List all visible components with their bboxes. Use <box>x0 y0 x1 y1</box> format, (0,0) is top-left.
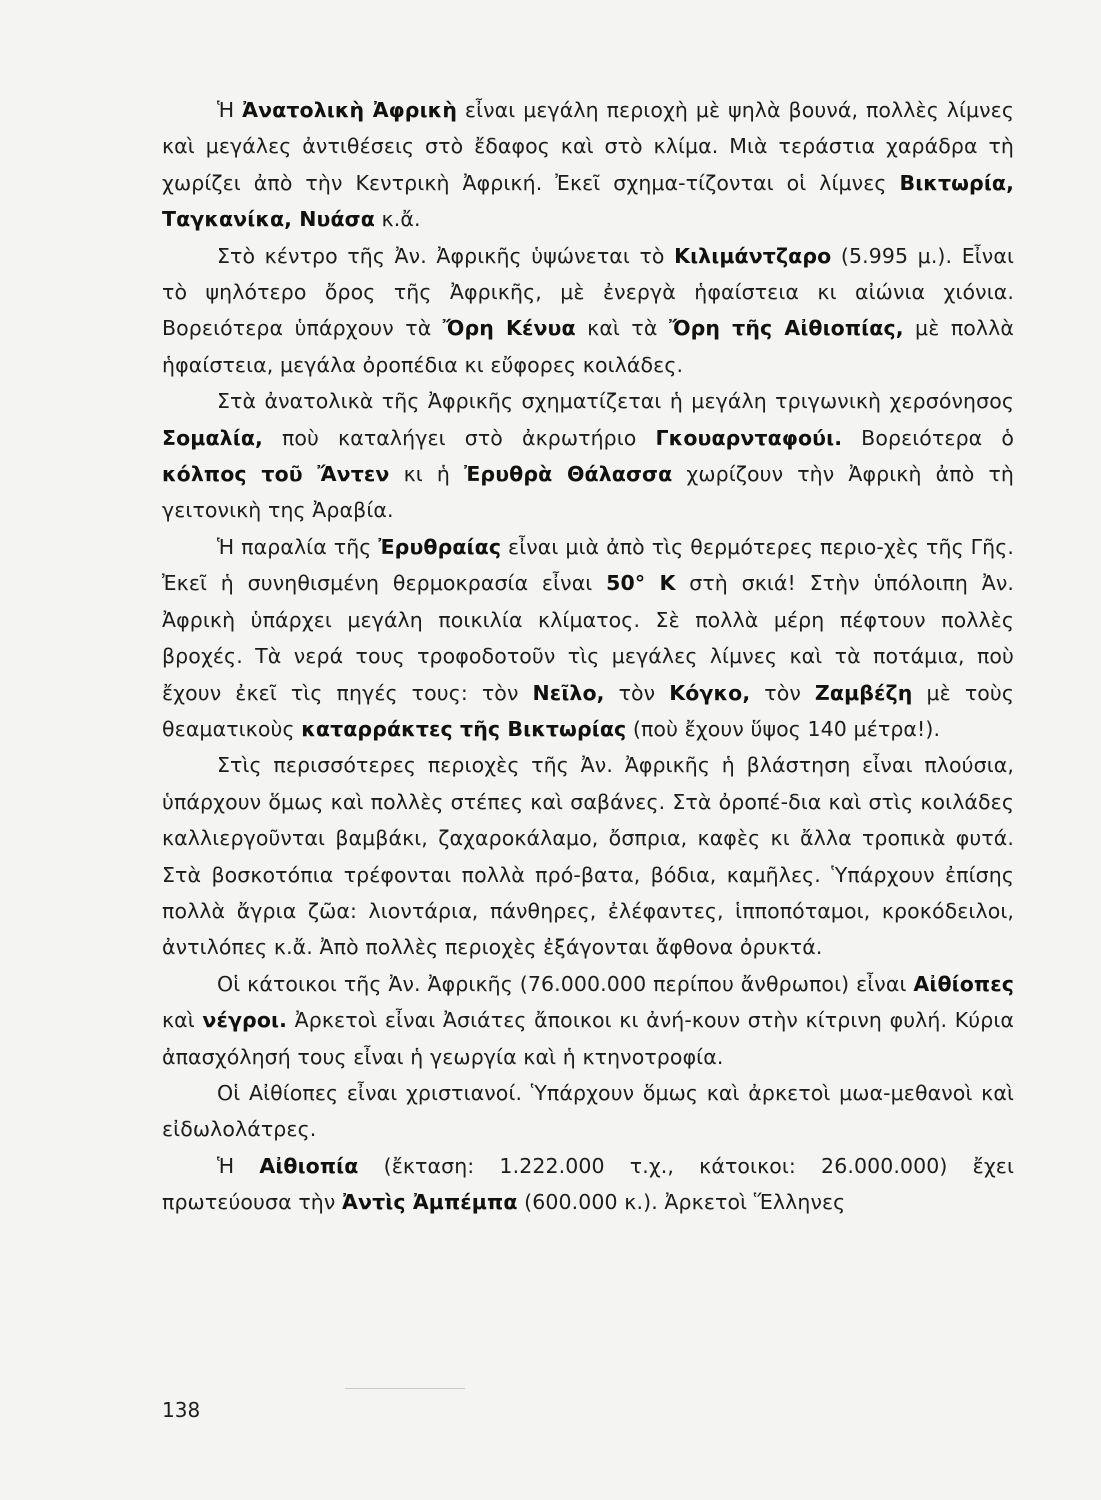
bold-term: νέγροι. <box>202 1008 287 1033</box>
bold-term: Βικτωρία, Ταγκανίκα, Νυάσα <box>162 170 1014 232</box>
text-run: εἶναι μιὰ ἀπὸ τὶς θερμότερες περιο-χὲς τῆς Γῆς. Ἐκεῖ ἡ συνηθισμένη θερμοκρασία εἶναι <box>162 534 1015 596</box>
text-run: τὸν <box>750 680 815 705</box>
text-run: (ποὺ ἔχουν ὕψος 140 μέτρα!). <box>626 716 941 741</box>
text-run: Στὸ κέντρο τῆς Ἀν. Ἀφρικῆς ὑψώνεται τὸ <box>217 243 675 268</box>
text-run: τὸν <box>604 680 670 705</box>
bold-term: 50° Κ <box>606 571 676 596</box>
bold-term: Σομαλία, <box>162 425 263 450</box>
text-run: Οἱ Αἰθίοπες εἶναι χριστιανοί. Ὑπάρχουν ὅμως καὶ ἀρκετοὶ μωα-μεθανοὶ καὶ εἰδωλολάτρες. <box>162 1080 1014 1142</box>
text-run: κι ἡ <box>389 462 465 487</box>
text-run: καὶ τὰ <box>575 316 669 341</box>
page-number: 138 <box>162 1398 201 1422</box>
bold-term: Κόγκο, <box>669 680 751 705</box>
bold-term: κόλπος τοῦ Ἄντεν <box>162 462 390 487</box>
paragraph-ethiopia <box>162 1148 1014 1221</box>
bold-term: Γκουαρνταφούι. <box>655 425 843 450</box>
bold-term: Ὄρη τῆς Αἰθιοπίας, <box>668 316 904 341</box>
paragraph-vegetation <box>162 747 1014 965</box>
text-run: (ἔκταση: 1.222.000 τ.χ., κάτοικοι: 26.000.000) ἔχει πρωτεύουσα τὴν <box>162 1153 1015 1215</box>
text-run: Ἡ <box>217 1153 260 1178</box>
paragraph-climate <box>162 529 1014 747</box>
text-run: εἶναι μεγάλη περιοχὴ μὲ ψηλὰ βουνά, πολλὲς λίμνες καὶ μεγάλες ἀντιθέσεις στὸ ἔδαφος καὶ στὸ κλίμα. Μιὰ τεράστια χαράδρα τὴ χωρίζει ἀπὸ τὴν Κεντρικὴ Ἀφρική. Ἐκεῖ σχημα-τίζονται οἱ λίμνες <box>162 98 1014 195</box>
text-run: Στὰ ἀνατολικὰ τῆς Ἀφρικῆς σχηματίζεται ἡ μεγάλη τριγωνικὴ χερσόνησος <box>217 389 1014 414</box>
text-run: Ἡ παραλία τῆς <box>217 534 379 559</box>
text-run: χωρίζουν τὴν Ἀφρικὴ ἀπὸ τὴ γειτονικὴ της Ἀραβία. <box>162 462 1014 523</box>
bold-term: Ἐρυθρὰ Θάλασσα <box>464 462 673 487</box>
bold-term: Ζαμβέζη <box>814 680 913 705</box>
bold-term: Ἀνατολικὴ Ἀφρικὴ <box>242 98 458 122</box>
text-run: Βορειότερα ὁ <box>842 425 1014 450</box>
bold-term: Νεῖλο, <box>532 680 605 705</box>
text-run: κ.ἄ. <box>374 207 421 232</box>
text-run: μὲ πολλὰ ἡφαίστεια, μεγάλα ὀροπέδια κι εὔφορες κοιλάδες. <box>162 316 1014 377</box>
bold-term: καταρράκτες τῆς Βικτωρίας <box>301 716 627 741</box>
paragraph-inhabitants <box>162 966 1014 1075</box>
paragraph-kilimanjaro <box>162 238 1014 384</box>
bold-term: Κιλιμάντζαρο <box>674 243 832 268</box>
bold-term: Αἰθίοπες <box>913 971 1014 996</box>
footer-rule <box>345 1388 465 1389</box>
body-text <box>162 92 1014 1221</box>
text-run: μὲ τοὺς θεαματικοὺς <box>162 680 1015 741</box>
text-run: (5.995 μ.). Εἶναι τὸ ψηλότερο ὄρος τῆς Ἀφρικῆς, μὲ ἐνεργὰ ἡφαίστεια κι αἰώνια χιόνια. Βορειότερα ὑπάρχουν τὰ <box>162 243 1014 341</box>
paragraph-religion <box>162 1075 1014 1148</box>
text-run: ποὺ καταλήγει στὸ ἀκρωτήριο <box>262 425 656 450</box>
paragraph-somalia <box>162 383 1014 529</box>
text-run: Οἱ κάτοικοι τῆς Ἀν. Ἀφρικῆς (76.000.000 περίπου ἄνθρωποι) εἶναι <box>217 971 914 996</box>
paragraph-east-africa-intro <box>162 92 1014 238</box>
text-run: στὴ σκιά! Στὴν ὑπόλοιπη Ἀν. Ἀφρικὴ ὑπάρχει μεγάλη ποικιλία κλίματος. Σὲ πολλὰ μέρη πέφτουν πολλὲς βροχές. Τὰ νερά τους τροφοδοτοῦν τὶς μεγάλες λίμνες καὶ τὰ ποτάμια, ποὺ ἔχουν ἐκεῖ τὶς πηγές τους: τὸν <box>162 571 1014 705</box>
text-run: Ἀρκετοὶ εἶναι Ἀσιάτες ἄποικοι κι ἀνή-κουν στὴν κίτρινη φυλή. Κύρια ἀπασχόλησή τους εἶναι ἡ γεωργία καὶ ἡ κτηνοτροφία. <box>162 1008 1014 1069</box>
bold-term: Αἰθιοπία <box>259 1153 359 1178</box>
bold-term: Ὄρη Κένυα <box>442 316 576 341</box>
text-run: (600.000 κ.). Ἀρκετοὶ Ἕλληνες <box>517 1190 846 1215</box>
bold-term: Ἀντὶς Ἀμπέμπα <box>342 1190 518 1215</box>
text-run: καὶ <box>162 1008 203 1033</box>
bold-term: Ἐρυθραίας <box>378 534 502 559</box>
text-run: Ἡ <box>217 98 243 122</box>
text-run: Στὶς περισσότερες περιοχὲς τῆς Ἀν. Ἀφρικῆς ἡ βλάστηση εἶναι πλούσια, ὑπάρχουν ὅμως καὶ πολλὲς στέπες καὶ σαβάνες. Στὰ ὀροπέ-δια καὶ στὶς κοιλάδες καλλιεργοῦνται βαμβάκι, ζαχαροκάλαμο, ὄσπρια, καφὲς κι ἄλλα τροπικὰ φυτά. Στὰ βοσκοτόπια τρέφονται πολλὰ πρό-βατα, βόδια, καμῆλες. Ὑπάρχουν ἐπίσης πολλὰ ἄγρια ζῶα: λιοντάρια, πάνθηρες, ἐλέφαντες, ἱπποπόταμοι, κροκόδειλοι, ἀντιλόπες κ.ἄ. Ἀπὸ πολλὲς περιοχὲς ἐξάγονται ἄφθονα ὀρυκτά. <box>162 753 1014 960</box>
